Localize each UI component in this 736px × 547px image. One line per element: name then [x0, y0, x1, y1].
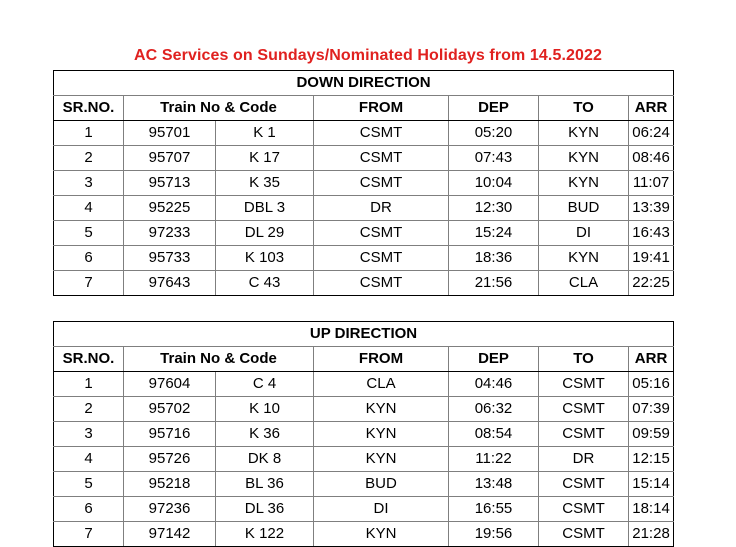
cell-from: CSMT: [314, 246, 449, 271]
header-from: FROM: [314, 96, 449, 121]
page-title: AC Services on Sundays/Nominated Holidays from 14.5.2022: [134, 47, 602, 64]
table-row: [54, 146, 674, 171]
cell-to: CSMT: [539, 372, 629, 397]
cell-train-code: K 1: [216, 121, 314, 146]
table-row: [54, 422, 674, 447]
cell-to: KYN: [539, 171, 629, 196]
direction-label: DOWN DIRECTION: [54, 71, 674, 96]
cell-from: CLA: [314, 372, 449, 397]
cell-srno: 3: [54, 422, 124, 447]
cell-to: DI: [539, 221, 629, 246]
cell-from: DI: [314, 497, 449, 522]
table-row: [54, 271, 674, 296]
cell-dep: 15:24: [449, 221, 539, 246]
cell-dep: 19:56: [449, 522, 539, 547]
cell-train-code: DBL 3: [216, 196, 314, 221]
cell-srno: 2: [54, 146, 124, 171]
cell-train-no: 97236: [124, 497, 216, 522]
cell-arr: 13:39: [629, 196, 674, 221]
cell-train-no: 95726: [124, 447, 216, 472]
cell-train-code: BL 36: [216, 472, 314, 497]
cell-dep: 06:32: [449, 397, 539, 422]
direction-label: UP DIRECTION: [54, 322, 674, 347]
cell-arr: 22:25: [629, 271, 674, 296]
cell-train-no: 97142: [124, 522, 216, 547]
header-to: TO: [539, 347, 629, 372]
cell-from: KYN: [314, 522, 449, 547]
cell-srno: 5: [54, 221, 124, 246]
cell-dep: 18:36: [449, 246, 539, 271]
cell-from: CSMT: [314, 121, 449, 146]
cell-arr: 18:14: [629, 497, 674, 522]
cell-train-code: K 122: [216, 522, 314, 547]
cell-train-code: K 36: [216, 422, 314, 447]
cell-arr: 07:39: [629, 397, 674, 422]
header-train: Train No & Code: [124, 347, 314, 372]
table-row: [54, 121, 674, 146]
cell-srno: 7: [54, 522, 124, 547]
cell-train-no: 95218: [124, 472, 216, 497]
cell-train-no: 95713: [124, 171, 216, 196]
cell-train-code: K 17: [216, 146, 314, 171]
cell-from: KYN: [314, 397, 449, 422]
cell-to: KYN: [539, 146, 629, 171]
header-dep: DEP: [449, 96, 539, 121]
cell-srno: 3: [54, 171, 124, 196]
cell-from: KYN: [314, 447, 449, 472]
cell-train-code: K 10: [216, 397, 314, 422]
cell-train-code: C 43: [216, 271, 314, 296]
cell-arr: 05:16: [629, 372, 674, 397]
table-row: [54, 372, 674, 397]
cell-from: CSMT: [314, 171, 449, 196]
cell-srno: 1: [54, 372, 124, 397]
cell-from: KYN: [314, 422, 449, 447]
cell-train-no: 95733: [124, 246, 216, 271]
cell-from: BUD: [314, 472, 449, 497]
header-to: TO: [539, 96, 629, 121]
table-row: [54, 447, 674, 472]
cell-dep: 04:46: [449, 372, 539, 397]
cell-srno: 2: [54, 397, 124, 422]
cell-train-code: K 103: [216, 246, 314, 271]
header-srno: SR.NO.: [54, 96, 124, 121]
cell-to: KYN: [539, 246, 629, 271]
cell-train-code: DL 36: [216, 497, 314, 522]
cell-srno: 4: [54, 447, 124, 472]
cell-train-no: 95701: [124, 121, 216, 146]
cell-srno: 6: [54, 497, 124, 522]
header-from: FROM: [314, 347, 449, 372]
cell-arr: 08:46: [629, 146, 674, 171]
header-arr: ARR: [629, 347, 674, 372]
cell-train-no: 95225: [124, 196, 216, 221]
cell-to: BUD: [539, 196, 629, 221]
cell-dep: 13:48: [449, 472, 539, 497]
cell-to: CSMT: [539, 397, 629, 422]
table-row: [54, 497, 674, 522]
header-row: [54, 96, 674, 121]
cell-to: CSMT: [539, 472, 629, 497]
cell-train-code: K 35: [216, 171, 314, 196]
cell-to: CLA: [539, 271, 629, 296]
table-row: [54, 196, 674, 221]
cell-to: CSMT: [539, 497, 629, 522]
cell-srno: 6: [54, 246, 124, 271]
cell-dep: 21:56: [449, 271, 539, 296]
cell-train-no: 95702: [124, 397, 216, 422]
cell-srno: 1: [54, 121, 124, 146]
cell-dep: 12:30: [449, 196, 539, 221]
table-row: [54, 472, 674, 497]
cell-srno: 5: [54, 472, 124, 497]
header-dep: DEP: [449, 347, 539, 372]
table-row: [54, 171, 674, 196]
cell-arr: 09:59: [629, 422, 674, 447]
cell-arr: 12:15: [629, 447, 674, 472]
cell-arr: 15:14: [629, 472, 674, 497]
header-train: Train No & Code: [124, 96, 314, 121]
cell-to: CSMT: [539, 422, 629, 447]
down-direction-table: [53, 70, 674, 296]
cell-dep: 11:22: [449, 447, 539, 472]
cell-to: DR: [539, 447, 629, 472]
cell-arr: 11:07: [629, 171, 674, 196]
cell-train-no: 95707: [124, 146, 216, 171]
cell-srno: 7: [54, 271, 124, 296]
table-row: [54, 397, 674, 422]
cell-train-no: 97643: [124, 271, 216, 296]
cell-train-code: C 4: [216, 372, 314, 397]
table-row: [54, 246, 674, 271]
cell-dep: 16:55: [449, 497, 539, 522]
table-row: [54, 522, 674, 547]
cell-dep: 08:54: [449, 422, 539, 447]
cell-from: CSMT: [314, 221, 449, 246]
cell-from: CSMT: [314, 271, 449, 296]
cell-srno: 4: [54, 196, 124, 221]
cell-to: KYN: [539, 121, 629, 146]
cell-to: CSMT: [539, 522, 629, 547]
header-arr: ARR: [629, 96, 674, 121]
cell-train-code: DK 8: [216, 447, 314, 472]
cell-arr: 06:24: [629, 121, 674, 146]
cell-train-code: DL 29: [216, 221, 314, 246]
cell-from: CSMT: [314, 146, 449, 171]
cell-dep: 07:43: [449, 146, 539, 171]
cell-dep: 05:20: [449, 121, 539, 146]
cell-arr: 19:41: [629, 246, 674, 271]
header-row: [54, 347, 674, 372]
header-srno: SR.NO.: [54, 347, 124, 372]
table-row: [54, 221, 674, 246]
cell-from: DR: [314, 196, 449, 221]
cell-arr: 16:43: [629, 221, 674, 246]
cell-dep: 10:04: [449, 171, 539, 196]
cell-train-no: 95716: [124, 422, 216, 447]
cell-train-no: 97604: [124, 372, 216, 397]
cell-arr: 21:28: [629, 522, 674, 547]
cell-train-no: 97233: [124, 221, 216, 246]
up-direction-table: [53, 321, 674, 547]
